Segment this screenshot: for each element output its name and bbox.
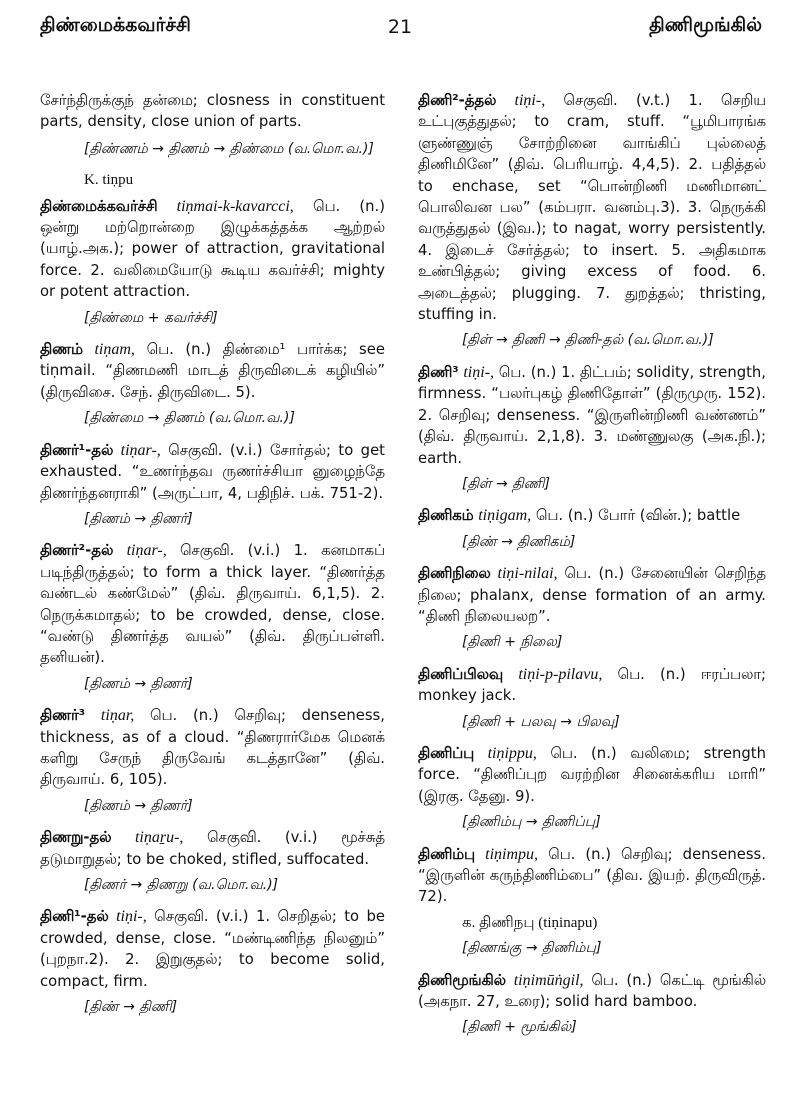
etymology-line: [திண் → திணி] [84, 999, 178, 1016]
right-column [418, 90, 766, 1049]
entry-transliteration: tiṇmai-k-kavarcci, [176, 197, 294, 215]
etymology-line: [திண் → திணிகம்] [462, 533, 576, 550]
entry-headword: திணிப்பு [418, 744, 475, 762]
dictionary-entry [40, 339, 385, 403]
entry-headword: திண்மைக்கவர்ச்சி [40, 197, 158, 215]
entry-definition: செகுவி. (v.i.) மூச்சுத் தடுமாறுதல்; to be choked, stifled, suffocated. [40, 829, 385, 868]
entry-transliteration: tiṇar-, [120, 441, 161, 459]
etymology-line: [திள் → திணி → திணி-தல் (வ.மொ.வ.)] [462, 332, 714, 349]
entry-headword: திணிநிலை [418, 565, 491, 583]
etymology-line: [திணங்கு → திணிம்பு] [462, 940, 602, 957]
entry-definition: பெ. (n.) 1. திட்பம்; solidity, strength, firmness. “பலர்புகழ் திணிதோள்” (திருமுரு. 152). 2. செறிவு; denseness. “இருளின்றிணி வண்ணம்” (திவ். திருவாய். 2,1,8). 3. மண்ணுலகு (அக.நி.); earth. [418, 363, 766, 467]
entry-transliteration: tiṇam, [94, 341, 135, 359]
etymology-line: [திணி + நிலை] [462, 634, 563, 651]
entry-transliteration: tiṇi-, [514, 92, 546, 109]
etymology-line: [திணம் → திணர்] [84, 797, 193, 814]
entry-headword: திணி³ [418, 363, 459, 381]
running-head-right: திணிமூங்கில் [649, 14, 762, 36]
dictionary-entry [40, 540, 385, 668]
etymology-line: [திணம் → திணர்] [84, 510, 193, 527]
entry-definition: பெ. (n.) திண்மை¹ பார்க்க; see tiṇmail. “திணமணி மாடத் திருவிடைக் கழியில்” (திருவிசை. சேந். திருவிடை. 5). [40, 341, 385, 401]
dictionary-entry [418, 844, 766, 908]
entry-transliteration: tiṇi-p-pilavu, [518, 665, 603, 683]
dictionary-entry [40, 906, 385, 992]
entry-transliteration: tiṇi-, [463, 363, 495, 381]
entry-definition: பெ. (n.) செறிவு; denseness. “இருளின் கருந்திணிம்பை” (திவ. இயற். திருவிருத். 72). [418, 845, 766, 906]
entry-transliteration: tiṇaṟu-, [134, 829, 184, 847]
entry-definition: செகுவி. (v.i.) 1. கனமாகப் படிந்திருத்தல்; to form a thick layer. “திணர்த்த வண்டல் கண்மேல்” (திவ். திருவாய். 6,1,5). 2. நெருக்கமாதல்; to be crowded, dense, close. “வண்டு திணர்த்த வயல்” (திவ். திருப்பள்ளி. தனியன்). [40, 542, 385, 667]
etymology-line: [திண்மை → திணம் (வ.மொ.வ.)] [84, 410, 295, 427]
etymology-line: [திணர் → திணறு (வ.மொ.வ.)] [84, 877, 279, 893]
etymology-line: [திண்ணம் → திணம் → திண்மை (வ.மொ.வ.)] [84, 140, 374, 157]
dictionary-entry [418, 970, 766, 1013]
dictionary-entry [40, 440, 385, 504]
running-head-left: திண்மைக்கவர்ச்சி [40, 14, 191, 36]
entry-transliteration: tiṇigam, [478, 507, 532, 525]
entry-definition: பெ. (n.) வலிமை; strength force. “திணிப்புற வரற்றின சினைக்கரிய மாரி” (இரகு. தேனு. 9). [418, 744, 766, 805]
entry-headword: திணர்³ [40, 707, 86, 725]
entry-headword: திணம் [40, 341, 83, 359]
entry-definition: பெ. (n.) கெட்டி மூங்கில் (அகநா. 27, உரை); solid hard bamboo. [418, 971, 766, 1011]
entry-definition: பெ. (n.) ஒன்று மற்றொன்றை இழுக்கத்தக்க ஆற்றல் (யாழ்.அக.); power of attraction, gravitational force. 2. வலிமையோடு கூடிய கவர்ச்சி; mighty or potent attraction. [40, 197, 385, 301]
entry-headword: திணிம்பு [418, 845, 476, 863]
entry-headword: திணி²-த்தல் [418, 92, 497, 109]
left-column [40, 90, 385, 1028]
dictionary-entry [418, 362, 766, 469]
dictionary-entry [418, 563, 766, 627]
entry-definition: பெ. (n.) போர் (வின்.); battle [535, 507, 741, 525]
entry-headword: திணிகம் [418, 507, 474, 525]
dictionary-entry [40, 196, 385, 303]
entry-definition: செகுவி. (v.t.) 1. செறிய உட்புகுத்துதல்; to cram, stuff. “பூமிபாரங்க ளுண்ணுஞ் சோற்றினை வாங்கிப் புல்லைத் திணிமினே” (திவ். பெரியாழ். 4,4,5). 2. பதித்தல் to enchase, set “பொன்றிணி மணிமானட் பொலிவன பல” (கம்பரா. வனம்பு.3). 3. நெருக்கி வருத்துதல் (இவ.); to nagat, worry persistently. 4. இடைச் சேர்த்தல்; to insert. 5. அதிகமாக உண்பித்தல்; giving excess of food. 6. அடைத்தல்; plugging. 7. துறத்தல்; thristing, stuffing in. [418, 92, 766, 324]
entry-definition: செகுவி. (v.i.) சோர்தல்; to get exhausted. “உணர்ந்தவ ருணர்ச்சியா னுழைந்தே திணர்ந்தனராகி” (அருட்பா, 4, பதிநிச். பக். 751-2). [40, 441, 385, 502]
entry-transliteration: tiṇimpu, [485, 845, 539, 863]
entry-definition: பெ. (n.) சேனையின் செறிந்த நிலை; phalanx, dense formation of an army. “திணி நிலையலற”. [418, 565, 766, 625]
entry-headword: திணறு-தல் [40, 829, 112, 847]
dictionary-entry [418, 743, 766, 807]
etymology-line: [திண்மை + கவர்ச்சி] [84, 309, 218, 326]
entry-headword: திணர்¹-தல் [40, 441, 114, 459]
etymology-line: [திணம் → திணர்] [84, 675, 193, 692]
entry-transliteration: tiṇar, [100, 707, 135, 725]
entry-headword: திணி¹-தல் [40, 908, 109, 926]
dictionary-entry [418, 505, 766, 526]
entry-transliteration: tiṇi-nilai, [497, 565, 558, 583]
entry-headword: திணிப்பிலவு [418, 665, 504, 683]
dictionary-entry [40, 705, 385, 791]
entry-transliteration: tiṇippu, [487, 744, 537, 762]
etymology-line: [திணிம்பு → திணிப்பு] [462, 814, 601, 831]
dictionary-entry [40, 827, 385, 870]
entry-definition: பெ. (n.) செறிவு; denseness, thickness, as of a cloud. “திணரார்மேக மெனக் களிறு சேருந் திருவேங் கடத்தானே” (திவ். திருவாய். 6, 105). [40, 707, 385, 789]
dictionary-entry [418, 664, 766, 707]
cognate-line: க. திணிநபு (tiṇinapu) [462, 914, 598, 931]
etymology-line: [திணி + மூங்கில்] [462, 1019, 577, 1036]
entry-transliteration: tiṇi-, [116, 908, 147, 926]
entry-transliteration: tiṇimūṅgil, [513, 971, 584, 989]
entry-transliteration: tiṇar-, [126, 542, 167, 560]
page-number: 21 [387, 16, 413, 38]
entry-headword: திணிமூங்கில் [418, 971, 506, 989]
entry-definition: பெ. (n.) ஈரப்பலா; monkey jack. [418, 665, 766, 705]
etymology-line: [திள் → திணி] [462, 475, 550, 492]
entry-definition: செகுவி. (v.i.) 1. செறிதல்; to be crowded, dense, close. “மண்டிணிந்த நிலனும்” (புறநா.2). 2. இறுகுதல்; to become solid, compact, firm. [40, 908, 385, 990]
entry-headword: திணர்²-தல் [40, 542, 114, 560]
etymology-line: [திணி + பலவு → பிலவு] [462, 713, 620, 730]
dictionary-entry [418, 90, 766, 325]
cognate-line: K. tiṇpu [84, 172, 134, 189]
continued-text: சேர்ந்திருக்குந் தன்மை; closness in constituent parts, density, close union of parts. [40, 92, 385, 131]
